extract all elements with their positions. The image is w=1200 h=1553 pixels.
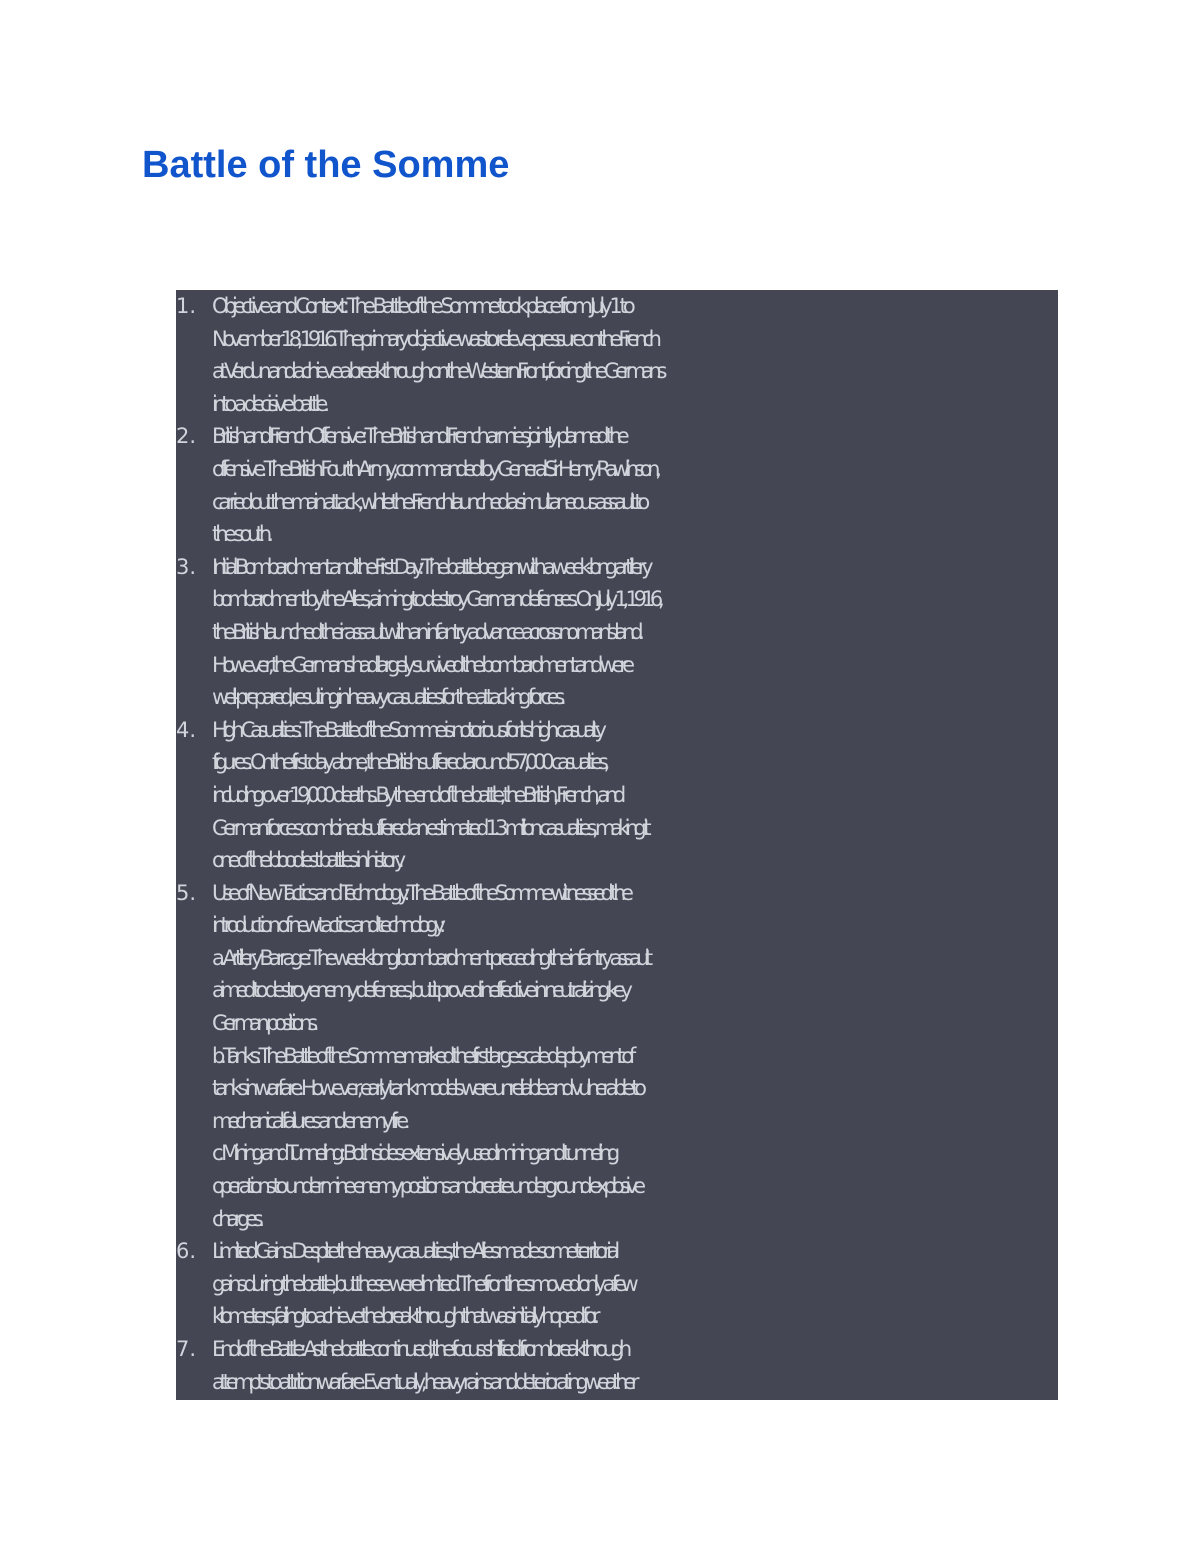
list-item-line: tanks in warfare. However, early tank models were unreliable and vulnerable to [212,1076,642,1101]
list-item-line: charges. [212,1206,260,1231]
list-item-line: a. Artillery Barrage: The week-long bombardment preceding the infantry assault [212,945,648,970]
list-item-line: the south. [212,522,269,547]
list-item-line: c. Mining and Tunneling: Both sides extensively used mining and tunneling [212,1141,615,1166]
list-item-line: b. Tanks: The Battle of the Somme marked the first large-scale deployment of [212,1043,631,1068]
list-item-number: 3. [176,554,197,579]
list-item-line: figures. On the first day alone, the British suffered around 57,000 casualties, [212,750,606,775]
list-item [176,420,1058,550]
list-item-line: attempts to attrition warfare. Eventually, heavy rains and deteriorating weather [212,1369,635,1394]
list-item-line: November 18, 1916. The primary objective was to relieve pressure on the French [212,326,657,351]
list-item [176,551,1058,714]
document-title: Battle of the Somme [142,144,510,186]
list-item-line: British and French Offensive: The British and French armies jointly planned the [212,424,625,449]
list-item-line: High Casualties: The Battle of the Somme is notorious for its high casualty [212,717,602,742]
list-item-line: German forces combined suffered an estimated 1.3 million casualties, making it [212,815,647,840]
list-item-line: kilometers, failing to achieve the breakthrough that was initially hoped for. [212,1304,595,1329]
list-item-line: carried out the main attack, while the French launched a simultaneous assault to [212,489,645,514]
list-item-line: bombardment by the Allies, aiming to destroy German defenses. On July 1, 1916, [212,587,660,612]
list-item-line: Use of New Tactics and Technology: The Battle of the Somme witnessed the [212,880,629,905]
list-item-number: 7. [176,1337,197,1361]
list-item-number: 5. [176,880,197,905]
numbered-list [176,290,1058,1398]
list-item-line: one of the bloodiest battles in history. [212,848,400,873]
list-item-line: mechanical failures and enemy fire. [212,1108,406,1133]
list-item-line: well-prepared, resulting in heavy casualties for the attacking forces. [212,685,562,710]
list-item-line: including over 19,000 deaths. By the end of the battle, the British, French, and [212,782,621,807]
response-text-block [176,290,1058,1400]
list-item-line: introduction of new tactics and technology: [212,913,441,938]
list-item-line: End of the Battle: As the battle continued, the focus shifted from breakthrough [212,1337,627,1361]
list-item-number: 4. [176,717,197,742]
list-item-number: 1. [176,294,197,318]
list-item-number: 2. [176,424,197,449]
list-item-line: However, the Germans had largely survived the bombardment and were [212,652,630,677]
list-item [176,714,1058,877]
list-item-line: offensive. The British Fourth Army, commanded by General Sir Henry Rawlinson, [212,456,657,481]
list-item-line: at Verdun and achieve a breakthrough on the Western Front, forcing the Germans [212,359,663,384]
list-item-line: Initial Bombardment and the First Day: The battle began with a week-long artillery [212,554,649,579]
list-item-line: Limited Gains: Despite the heavy casualties, the Allies made some territorial [212,1239,615,1264]
list-item [176,1333,1058,1398]
list-item-line: aimed to destroy enemy defenses, but it proved ineffective in neutralizing key [212,978,628,1003]
list-item-line: Objective and Context: The Battle of the Somme took place from July 1 to [212,294,631,318]
list-item-line: German positions. [212,1011,315,1036]
list-item [176,1235,1058,1333]
list-item-line: gains during the battle, but these were limited. The frontlines moved only a few [212,1271,634,1296]
list-item-line: into a decisive battle. [212,391,326,416]
list-item-line: the British launched their assault with an infantry advance across no man's land. [212,619,640,644]
list-item-number: 6. [176,1239,197,1264]
list-item [176,290,1058,420]
list-item [176,877,1058,1236]
list-item-line: operations to undermine enemy positions and create underground explosive [212,1174,641,1199]
